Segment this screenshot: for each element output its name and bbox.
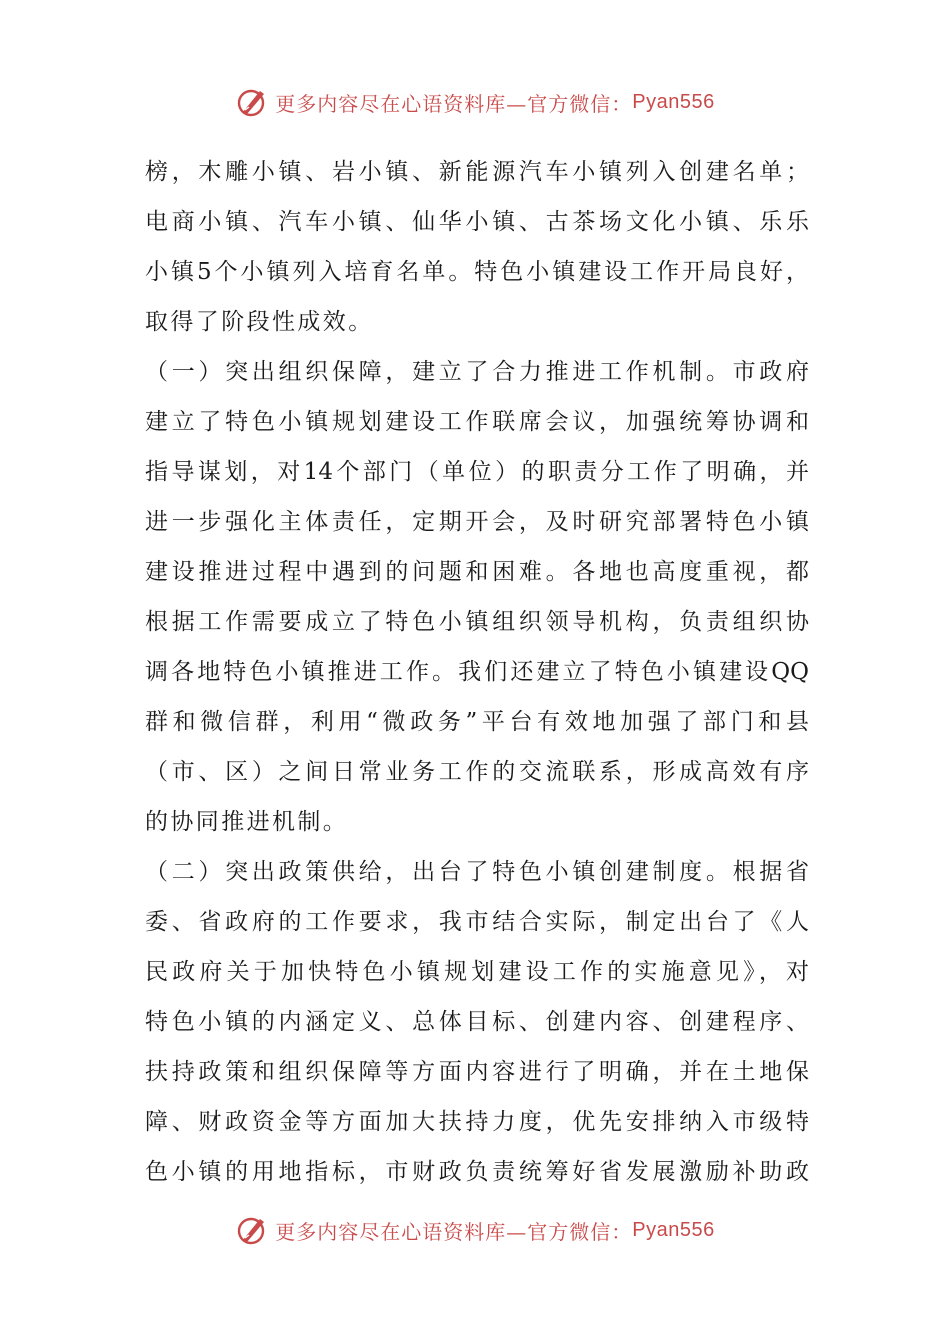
body-line: 群和微信群，利用“微政务”平台有效地加强了部门和县 bbox=[145, 709, 809, 735]
footer-watermark bbox=[0, 1208, 950, 1252]
body-line: 根据工作需要成立了特色小镇组织领导机构，负责组织协 bbox=[145, 609, 809, 635]
body-line: 扶持政策和组织保障等方面内容进行了明确，并在土地保 bbox=[145, 1059, 809, 1085]
body-line: 的协同推进机制。 bbox=[145, 809, 349, 835]
body-line: 障、财政资金等方面加大扶持力度，优先安排纳入市级特 bbox=[145, 1109, 809, 1135]
body-line: 委、省政府的工作要求，我市结合实际，制定出台了《人 bbox=[145, 909, 809, 935]
body-line: 电商小镇、汽车小镇、仙华小镇、古茶场文化小镇、乐乐 bbox=[145, 209, 809, 235]
body-line: 色小镇的用地指标，市财政负责统筹好省发展激励补助政 bbox=[145, 1159, 809, 1185]
header-watermark bbox=[0, 80, 950, 124]
body-line: 榜，木雕小镇、岩小镇、新能源汽车小镇列入创建名单； bbox=[145, 159, 809, 185]
document-body bbox=[145, 147, 809, 1197]
body-line: 取得了阶段性成效。 bbox=[145, 309, 374, 335]
body-line: 特色小镇的内涵定义、总体目标、创建内容、创建程序、 bbox=[145, 1009, 809, 1035]
body-line: 建立了特色小镇规划建设工作联席会议，加强统筹协调和 bbox=[145, 409, 809, 435]
body-line: 指导谋划，对14个部门（单位）的职责分工作了明确，并 bbox=[145, 459, 809, 485]
watermark-wechat-id: Pyan556 bbox=[632, 90, 715, 113]
body-line: 民政府关于加快特色小镇规划建设工作的实施意见》，对 bbox=[145, 959, 809, 985]
body-line: （二）突出政策供给，出台了特色小镇创建制度。根据省 bbox=[145, 859, 809, 885]
watermark-wechat-id: Pyan556 bbox=[632, 1218, 715, 1241]
body-line: 建设推进过程中遇到的问题和困难。各地也高度重视，都 bbox=[145, 559, 809, 585]
body-line: （市、区）之间日常业务工作的交流联系，形成高效有序 bbox=[145, 759, 809, 785]
body-line: （一）突出组织保障，建立了合力推进工作机制。市政府 bbox=[145, 359, 809, 385]
quill-logo-icon bbox=[235, 85, 269, 119]
body-line: 小镇5个小镇列入培育名单。特色小镇建设工作开局良好， bbox=[145, 259, 809, 285]
watermark-text: 更多内容尽在心语资料库—官方微信： bbox=[275, 1219, 633, 1244]
body-line: 进一步强化主体责任，定期开会，及时研究部署特色小镇 bbox=[145, 509, 809, 535]
watermark-text: 更多内容尽在心语资料库—官方微信： bbox=[275, 91, 633, 116]
quill-logo-icon bbox=[235, 1213, 269, 1247]
body-line: 调各地特色小镇推进工作。我们还建立了特色小镇建设QQ bbox=[145, 659, 809, 685]
